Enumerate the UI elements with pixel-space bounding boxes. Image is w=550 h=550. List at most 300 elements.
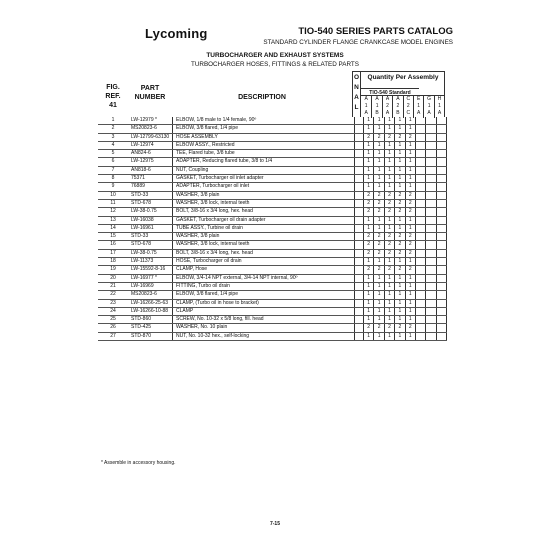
quantity-cell xyxy=(415,191,425,199)
quantity-cell: 1 xyxy=(384,291,394,299)
quantity-cell: 1 xyxy=(364,158,374,166)
quantity-cell: 1 xyxy=(405,216,415,224)
quantity-cell: 2 xyxy=(405,208,415,216)
quantity-cell: 1 xyxy=(384,258,394,266)
part-number-cell: LW-38-0.75 xyxy=(128,208,173,216)
quantity-cell: 1 xyxy=(405,291,415,299)
quantity-cell: 1 xyxy=(405,183,415,191)
description-cell: FITTING, Turbo oil drain xyxy=(173,282,355,290)
quantity-cell: 1 xyxy=(405,125,415,133)
quantity-cell xyxy=(415,258,425,266)
quantity-cell xyxy=(415,216,425,224)
fig-ref-cell: 6 xyxy=(98,158,128,166)
quantity-cell xyxy=(426,249,436,257)
optional-letter: L xyxy=(354,104,359,111)
quantity-cell xyxy=(426,224,436,232)
quantity-cell xyxy=(436,266,446,274)
part-number-cell: AN824-6 xyxy=(128,150,173,158)
description-cell: WASHER, 3/8 lock, internal teeth xyxy=(173,241,355,249)
table-row xyxy=(98,249,447,257)
column-code-char: A xyxy=(385,110,390,116)
quantity-cell: 1 xyxy=(364,166,374,174)
fig-ref-cell: 11 xyxy=(98,199,128,207)
quantity-cell xyxy=(415,274,425,282)
fig-ref-cell: 8 xyxy=(98,175,128,183)
quantity-cell xyxy=(436,191,446,199)
part-number-cell: STD-33 xyxy=(128,233,173,241)
fig-ref-cell: 13 xyxy=(98,216,128,224)
quantity-cell: 1 xyxy=(384,117,394,125)
quantity-cell xyxy=(436,224,446,232)
part-number-cell: LW-12974 xyxy=(128,141,173,149)
table-row xyxy=(98,191,447,199)
quantity-title: Quantity Per Assembly xyxy=(367,74,439,81)
quantity-cell xyxy=(436,307,446,315)
quantity-cell: 1 xyxy=(395,117,405,125)
quantity-cell: 2 xyxy=(384,208,394,216)
quantity-cell: 2 xyxy=(364,208,374,216)
fig-ref-cell: 15 xyxy=(98,233,128,241)
description-cell: ELBOW, 1/8 male to 1/4 female, 90º xyxy=(173,117,355,125)
column-code-cell xyxy=(382,95,392,118)
quantity-cell: 1 xyxy=(364,117,374,125)
description-cell: ELBOW, 3/4-14 NPT external, 3/4-14 NPT internal, 90º xyxy=(173,274,355,282)
part-number-cell: STD-678 xyxy=(128,199,173,207)
quantity-cell xyxy=(415,133,425,141)
table-row xyxy=(98,241,447,249)
footnote: * Assemble in accessory housing. xyxy=(101,460,176,466)
optional-cell xyxy=(355,141,364,149)
quantity-cell: 1 xyxy=(384,183,394,191)
column-code-char: 1 xyxy=(417,103,421,109)
quantity-cell xyxy=(415,299,425,307)
quantity-cell: 1 xyxy=(364,183,374,191)
quantity-cell xyxy=(436,324,446,332)
quantity-cell: 1 xyxy=(395,316,405,324)
quantity-cell xyxy=(426,216,436,224)
quantity-cell xyxy=(415,208,425,216)
quantity-cell: 1 xyxy=(395,183,405,191)
quantity-cell xyxy=(415,332,425,340)
quantity-cell xyxy=(436,117,446,125)
quantity-cell: 1 xyxy=(374,258,384,266)
table-row xyxy=(98,299,447,307)
optional-cell xyxy=(355,324,364,332)
quantity-cell xyxy=(426,141,436,149)
quantity-cell: 2 xyxy=(364,133,374,141)
column-code-char: H xyxy=(437,96,442,102)
quantity-cell: 2 xyxy=(395,249,405,257)
quantity-cell: 2 xyxy=(405,266,415,274)
part-number-cell: LW-11373 xyxy=(128,258,173,266)
quantity-cell: 1 xyxy=(384,141,394,149)
quantity-cell: 2 xyxy=(364,233,374,241)
section-subtitle: TURBOCHARGER HOSES, FITTINGS & RELATED PARTS xyxy=(191,61,359,68)
part-number-cell: LW-12979 * xyxy=(128,117,173,125)
quantity-cell: 2 xyxy=(384,266,394,274)
column-code-cell xyxy=(361,95,371,118)
optional-cell xyxy=(355,274,364,282)
quantity-cell: 2 xyxy=(405,199,415,207)
description-cell: ELBOW, 3/8 flared, 1/4 pipe xyxy=(173,291,355,299)
group-title: TIO-540 Standard xyxy=(361,88,419,96)
fig-ref-cell: 22 xyxy=(98,291,128,299)
quantity-cell: 2 xyxy=(395,241,405,249)
quantity-cell: 1 xyxy=(395,150,405,158)
quantity-cell: 1 xyxy=(384,175,394,183)
part-number-cell: LW-15592-8-16 xyxy=(128,266,173,274)
table-row xyxy=(98,175,447,183)
part-number-cell: LW-12975 xyxy=(128,158,173,166)
quantity-cell: 2 xyxy=(384,241,394,249)
quantity-cell xyxy=(436,183,446,191)
fig-ref-line: FIG. xyxy=(106,84,120,91)
part-header-line: NUMBER xyxy=(134,94,166,101)
table-row xyxy=(98,266,447,274)
optional-cell xyxy=(355,117,364,125)
quantity-cell: 2 xyxy=(395,191,405,199)
optional-cell xyxy=(355,183,364,191)
quantity-cell xyxy=(415,175,425,183)
quantity-cell: 1 xyxy=(374,125,384,133)
quantity-cell: 1 xyxy=(364,282,374,290)
quantity-cell xyxy=(426,208,436,216)
table-row xyxy=(98,274,447,282)
quantity-cell: 1 xyxy=(405,141,415,149)
quantity-cell: 2 xyxy=(395,133,405,141)
optional-cell xyxy=(355,158,364,166)
quantity-cell: 2 xyxy=(374,199,384,207)
quantity-cell: 1 xyxy=(374,332,384,340)
fig-ref-cell: 25 xyxy=(98,316,128,324)
fig-ref-cell: 21 xyxy=(98,282,128,290)
quantity-cell: 1 xyxy=(364,316,374,324)
quantity-cell xyxy=(436,241,446,249)
description-cell: GASKET, Turbocharger oil inlet adapter xyxy=(173,175,355,183)
quantity-cell: 1 xyxy=(395,258,405,266)
column-code-char: 2 xyxy=(396,103,400,109)
quantity-cell xyxy=(415,233,425,241)
quantity-cell xyxy=(436,166,446,174)
column-code-cell xyxy=(423,95,433,118)
description-cell: NUT, Coupling xyxy=(173,166,355,174)
quantity-cell: 2 xyxy=(384,191,394,199)
quantity-cell xyxy=(415,117,425,125)
column-code-char: A xyxy=(417,110,421,116)
optional-cell xyxy=(355,133,364,141)
quantity-cell: 1 xyxy=(364,141,374,149)
fig-ref-cell: 16 xyxy=(98,241,128,249)
quantity-cell: 1 xyxy=(364,258,374,266)
quantity-cell: 1 xyxy=(364,274,374,282)
fig-ref-cell: 7 xyxy=(98,166,128,174)
part-number-cell: STD-870 xyxy=(128,332,173,340)
quantity-cell xyxy=(415,241,425,249)
quantity-cell xyxy=(436,175,446,183)
description-cell: CLAMP, (Turbo oil in hose to bracket) xyxy=(173,299,355,307)
optional-cell xyxy=(355,307,364,315)
description-cell: BOLT, 3/8-16 x 3/4 long, hex. head xyxy=(173,249,355,257)
quantity-cell: 1 xyxy=(405,150,415,158)
table-row xyxy=(98,291,447,299)
column-code-char: C xyxy=(406,96,411,102)
page-number: 7-15 xyxy=(269,521,280,527)
column-code-char: A xyxy=(364,110,368,116)
table-row xyxy=(98,324,447,332)
fig-ref-cell: 3 xyxy=(98,133,128,141)
quantity-cell: 2 xyxy=(364,266,374,274)
column-code-char: A xyxy=(437,110,442,116)
column-code-char: 1 xyxy=(427,103,431,109)
description-cell: HOSE, Turbocharger oil drain xyxy=(173,258,355,266)
quantity-cell xyxy=(415,199,425,207)
fig-ref-cell: 26 xyxy=(98,324,128,332)
fig-ref-cell: 20 xyxy=(98,274,128,282)
part-number-cell: LW-16961 xyxy=(128,224,173,232)
part-number-cell: 75371 xyxy=(128,175,173,183)
quantity-cell xyxy=(415,141,425,149)
quantity-cell xyxy=(426,266,436,274)
description-cell: WASHER, 3/8 plain xyxy=(173,191,355,199)
quantity-header xyxy=(361,71,445,117)
quantity-cell xyxy=(426,241,436,249)
quantity-cell xyxy=(436,150,446,158)
quantity-cell: 1 xyxy=(405,258,415,266)
part-header-line: PART xyxy=(140,85,160,92)
table-row xyxy=(98,117,447,125)
optional-cell xyxy=(355,241,364,249)
description-cell: CLAMP xyxy=(173,307,355,315)
table-row xyxy=(98,125,447,133)
description-cell: WASHER, 3/8 plain xyxy=(173,233,355,241)
fig-ref-cell: 4 xyxy=(98,141,128,149)
table-row xyxy=(98,158,447,166)
fig-ref-cell: 18 xyxy=(98,258,128,266)
quantity-cell: 2 xyxy=(364,241,374,249)
part-number-header xyxy=(128,84,172,102)
description-cell: ADAPTER, Turbocharger oil inlet xyxy=(173,183,355,191)
quantity-cell: 2 xyxy=(405,249,415,257)
optional-cell xyxy=(355,266,364,274)
part-number-cell: LW-16969 xyxy=(128,282,173,290)
optional-cell xyxy=(355,233,364,241)
table-row xyxy=(98,316,447,324)
quantity-cell: 1 xyxy=(374,316,384,324)
quantity-cell xyxy=(426,316,436,324)
quantity-cell xyxy=(426,258,436,266)
quantity-cell: 1 xyxy=(374,282,384,290)
quantity-cell: 1 xyxy=(405,282,415,290)
quantity-cell xyxy=(436,316,446,324)
quantity-cell: 2 xyxy=(374,324,384,332)
optional-column-header xyxy=(352,71,361,117)
quantity-cell xyxy=(436,208,446,216)
quantity-cell xyxy=(436,299,446,307)
part-number-cell: MS20823-6 xyxy=(128,291,173,299)
column-code-char: B xyxy=(375,110,379,116)
quantity-cell xyxy=(436,158,446,166)
column-code-cell xyxy=(392,95,402,118)
optional-cell xyxy=(355,299,364,307)
quantity-cell xyxy=(436,141,446,149)
description-cell: GASKET, Turbocharger oil drain adapter xyxy=(173,216,355,224)
quantity-cell: 1 xyxy=(374,117,384,125)
catalog-subtitle: STANDARD CYLINDER FLANGE CRANKCASE MODEL ENGINES xyxy=(263,39,453,46)
column-code-cell xyxy=(403,95,413,118)
description-cell: HOSE ASSEMBLY xyxy=(173,133,355,141)
quantity-cell: 2 xyxy=(384,249,394,257)
quantity-cell xyxy=(415,249,425,257)
quantity-cell: 2 xyxy=(364,199,374,207)
quantity-cell xyxy=(426,133,436,141)
quantity-cell: 1 xyxy=(374,150,384,158)
table-row xyxy=(98,332,447,340)
quantity-cell: 1 xyxy=(405,307,415,315)
column-code-row xyxy=(361,95,445,118)
quantity-cell: 1 xyxy=(384,224,394,232)
column-code-char: 1 xyxy=(375,103,379,109)
quantity-cell: 1 xyxy=(405,175,415,183)
quantity-cell: 1 xyxy=(395,125,405,133)
quantity-cell xyxy=(415,316,425,324)
quantity-cell: 2 xyxy=(374,266,384,274)
optional-cell xyxy=(355,150,364,158)
table-row xyxy=(98,199,447,207)
quantity-cell: 1 xyxy=(384,332,394,340)
quantity-cell: 2 xyxy=(395,324,405,332)
quantity-cell: 1 xyxy=(395,166,405,174)
quantity-cell xyxy=(426,158,436,166)
quantity-cell: 1 xyxy=(405,316,415,324)
quantity-cell: 1 xyxy=(364,175,374,183)
quantity-cell: 2 xyxy=(395,266,405,274)
quantity-cell xyxy=(436,332,446,340)
quantity-cell: 1 xyxy=(374,158,384,166)
quantity-cell: 2 xyxy=(405,324,415,332)
quantity-cell: 1 xyxy=(364,125,374,133)
quantity-cell: 1 xyxy=(405,332,415,340)
quantity-cell: 2 xyxy=(364,324,374,332)
column-code-char: A xyxy=(364,96,368,102)
quantity-cell: 1 xyxy=(384,282,394,290)
part-number-cell: LW-16266-10-88 xyxy=(128,307,173,315)
quantity-cell xyxy=(426,199,436,207)
quantity-cell: 2 xyxy=(384,324,394,332)
quantity-cell: 1 xyxy=(395,307,405,315)
quantity-cell: 1 xyxy=(364,150,374,158)
quantity-cell xyxy=(426,166,436,174)
quantity-cell: 1 xyxy=(374,166,384,174)
quantity-cell xyxy=(415,307,425,315)
fig-ref-cell: 23 xyxy=(98,299,128,307)
quantity-cell: 1 xyxy=(374,274,384,282)
quantity-cell: 1 xyxy=(374,175,384,183)
quantity-cell: 1 xyxy=(374,224,384,232)
optional-cell xyxy=(355,166,364,174)
quantity-cell xyxy=(426,175,436,183)
quantity-cell: 1 xyxy=(384,299,394,307)
quantity-cell: 1 xyxy=(384,307,394,315)
table-row xyxy=(98,183,447,191)
quantity-cell: 1 xyxy=(364,332,374,340)
quantity-cell: 1 xyxy=(395,282,405,290)
fig-ref-cell: 24 xyxy=(98,307,128,315)
column-code-char: 1 xyxy=(364,103,368,109)
fig-ref-cell: 9 xyxy=(98,183,128,191)
quantity-cell: 1 xyxy=(405,117,415,125)
quantity-cell: 1 xyxy=(395,332,405,340)
column-code-char: A xyxy=(375,96,379,102)
fig-ref-cell: 1 xyxy=(98,117,128,125)
quantity-cell: 1 xyxy=(384,274,394,282)
quantity-cell xyxy=(426,183,436,191)
catalog-title: TIO-540 SERIES PARTS CATALOG xyxy=(298,26,453,37)
quantity-cell: 1 xyxy=(364,216,374,224)
column-code-char: 2 xyxy=(386,103,389,109)
optional-cell xyxy=(355,224,364,232)
quantity-cell: 2 xyxy=(374,241,384,249)
parts-table xyxy=(98,117,447,341)
part-number-cell: LW-16266-25-63 xyxy=(128,299,173,307)
column-code-char: A xyxy=(427,110,431,116)
description-cell: TEE, Flared tube, 3/8 tube xyxy=(173,150,355,158)
part-number-cell: STD-678 xyxy=(128,241,173,249)
fig-ref-line: REF. xyxy=(105,93,121,100)
quantity-cell: 2 xyxy=(384,233,394,241)
quantity-cell xyxy=(436,233,446,241)
column-code-cell xyxy=(371,95,381,118)
quantity-cell: 1 xyxy=(364,299,374,307)
part-number-cell: LW-16977 * xyxy=(128,274,173,282)
quantity-cell xyxy=(426,274,436,282)
optional-cell xyxy=(355,216,364,224)
quantity-cell: 2 xyxy=(374,133,384,141)
quantity-cell: 2 xyxy=(395,208,405,216)
column-code-char: A xyxy=(385,96,390,102)
description-cell: TUBE ASSY., Turbine oil drain xyxy=(173,224,355,232)
optional-cell xyxy=(355,191,364,199)
quantity-cell xyxy=(426,125,436,133)
part-number-cell: STD-33 xyxy=(128,191,173,199)
optional-cell xyxy=(355,125,364,133)
description-cell: WASHER, 3/8 lock, internal teeth xyxy=(173,199,355,207)
quantity-cell xyxy=(436,274,446,282)
part-number-cell: MS20823-6 xyxy=(128,125,173,133)
description-cell: ELBOW, 3/8 flared, 1/4 pipe xyxy=(173,125,355,133)
table-row xyxy=(98,133,447,141)
part-number-cell: LW-38-0.75 xyxy=(128,249,173,257)
quantity-cell xyxy=(436,258,446,266)
fig-ref-line: 41 xyxy=(109,102,117,109)
quantity-cell: 1 xyxy=(395,291,405,299)
quantity-cell: 1 xyxy=(384,158,394,166)
part-number-cell: STD-425 xyxy=(128,324,173,332)
fig-ref-header xyxy=(98,83,128,110)
quantity-cell: 2 xyxy=(374,191,384,199)
quantity-cell: 1 xyxy=(384,150,394,158)
part-number-cell: STD-860 xyxy=(128,316,173,324)
quantity-cell xyxy=(436,216,446,224)
quantity-cell xyxy=(415,158,425,166)
quantity-cell: 2 xyxy=(374,249,384,257)
quantity-cell: 1 xyxy=(405,299,415,307)
optional-cell xyxy=(355,175,364,183)
quantity-cell: 2 xyxy=(405,241,415,249)
quantity-cell: 2 xyxy=(405,233,415,241)
quantity-cell xyxy=(415,183,425,191)
quantity-cell: 2 xyxy=(364,249,374,257)
part-number-cell: LW-12799-63130 xyxy=(128,133,173,141)
